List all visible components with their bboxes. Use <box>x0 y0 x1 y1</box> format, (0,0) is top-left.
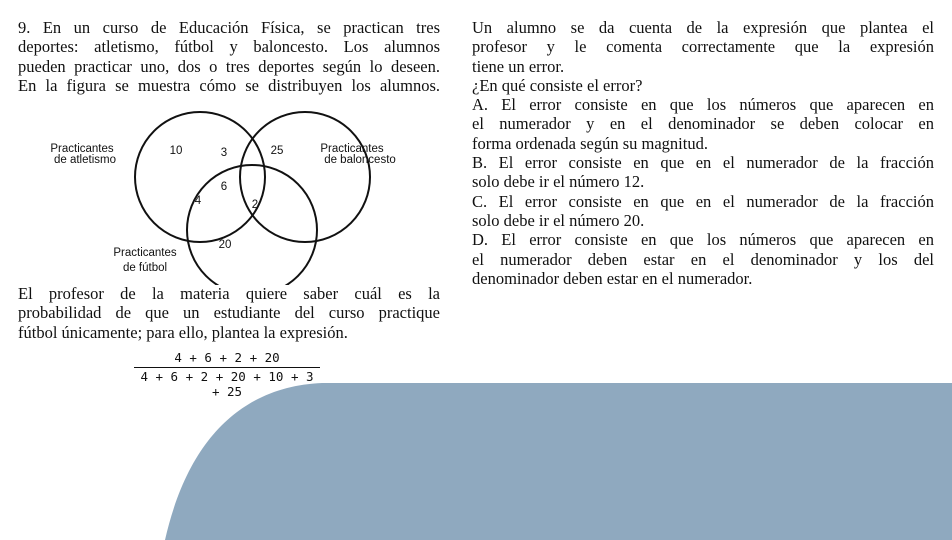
label-futbol-line2: de fútbol <box>122 262 168 274</box>
question-line: probabilidad de que un estudiante del curso practique <box>18 303 440 323</box>
fraction-denominator: 4 + 6 + 2 + 20 + 10 + 3 + 25 <box>140 369 314 399</box>
label-atletismo-line1: Practicantes <box>50 143 114 155</box>
value-only-atletismo: 10 <box>169 145 183 157</box>
context-line: tiene un error. <box>472 56 565 76</box>
context-line: profesor y le comenta correctamente que la expresión <box>472 37 934 57</box>
probability-expression <box>134 350 320 399</box>
label-futbol-line1: Practicantes <box>113 247 177 259</box>
option-a[interactable]: A. El error consiste en que los números que aparecen en <box>472 95 934 115</box>
intro-line: pueden practicar uno, dos o tres deportes según lo deseen. <box>18 56 440 76</box>
value-only-futbol: 20 <box>218 239 232 251</box>
answer-section <box>472 18 934 288</box>
error-question: ¿En qué consiste el error? <box>472 75 643 95</box>
value-only-baloncesto: 25 <box>270 145 284 157</box>
intro-line: 9. En un curso de Educación Física, se practican tres <box>18 18 440 37</box>
question-line: fútbol únicamente; para ello, plantea la expresión. <box>18 322 348 342</box>
circle-atletismo <box>135 112 265 242</box>
option-c-continued[interactable]: solo debe ir el número 20. <box>472 210 645 230</box>
option-b-continued[interactable]: solo debe ir el número 12. <box>472 172 645 192</box>
intro-line: deportes: atletismo, fútbol y baloncesto. Los alumnos <box>18 37 440 57</box>
value-baloncesto-futbol: 2 <box>251 199 259 211</box>
option-c[interactable]: C. El error consiste en que en el numerador de la fracción <box>472 191 934 211</box>
label-baloncesto-line1: Practicantes <box>320 143 384 155</box>
option-b[interactable]: B. El error consiste en que en el numerador de la fracción <box>472 153 934 173</box>
fraction-numerator: 4 + 6 + 2 + 20 <box>174 350 280 365</box>
option-a-continued[interactable]: forma ordenada según su magnitud. <box>472 133 708 153</box>
option-a-continued[interactable]: el numerador y en el denominador se deben colocar en <box>472 114 934 134</box>
option-d-continued[interactable]: el numerador deben estar en el denominador y los del <box>472 249 934 269</box>
problem-question <box>18 284 440 342</box>
circle-baloncesto <box>240 112 370 242</box>
circle-futbol <box>187 165 317 285</box>
intro-line: En la figura se muestra cómo se distribuyen los alumnos. <box>18 75 440 95</box>
venn-diagram <box>40 110 420 285</box>
problem-intro <box>18 18 440 95</box>
value-atletismo-futbol: 4 <box>194 195 202 207</box>
question-line: El profesor de la materia quiere saber cuál es la <box>18 284 440 303</box>
value-all-three: 6 <box>220 181 228 193</box>
label-baloncesto-line2: de baloncesto <box>324 154 396 166</box>
option-d[interactable]: D. El error consiste en que los números que aparecen en <box>472 230 934 250</box>
value-atletismo-baloncesto: 3 <box>220 147 228 159</box>
option-d-continued[interactable]: denominador deben estar en el numerador. <box>472 268 753 288</box>
label-atletismo-line2: de atletismo <box>53 154 117 166</box>
context-line: Un alumno se da cuenta de la expresión que plantea el <box>472 18 934 37</box>
